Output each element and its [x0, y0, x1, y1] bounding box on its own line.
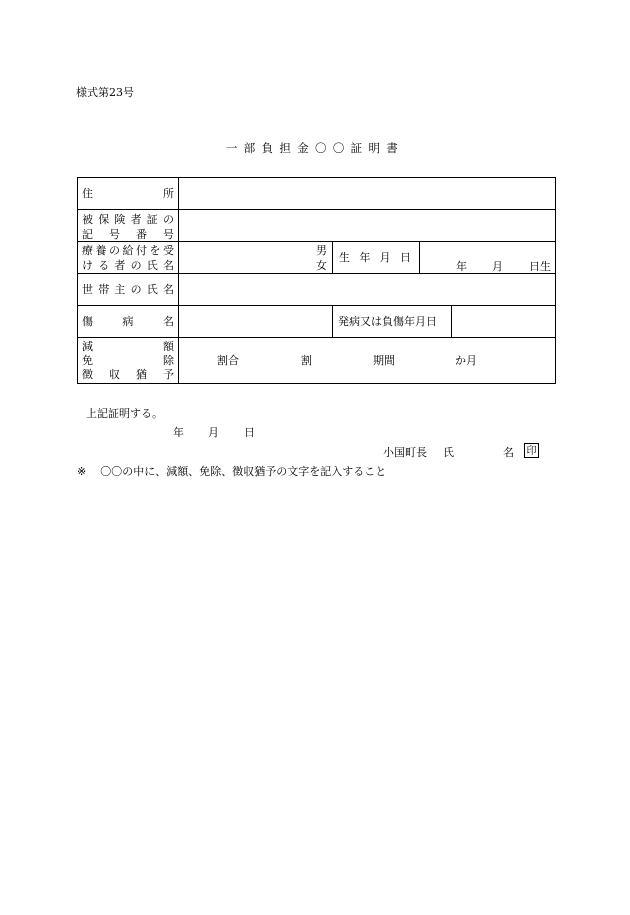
gender-female: 女	[316, 259, 327, 272]
period-label: 期間	[373, 354, 395, 367]
date-year-unit: 年	[173, 426, 184, 439]
patient-name-label: 療 養 の 給 付 を 受 け る 者 の 氏 名	[82, 244, 174, 272]
birth-month-unit: 月	[492, 260, 503, 273]
gender-male: 男	[316, 244, 327, 257]
row-divider	[78, 241, 555, 242]
insurance-card-label: 被 保 険 者 証 の 記 号 番 号	[82, 213, 174, 241]
note-text: 〇〇の中に、減額、免除、徴収猶予の文字を記入すること	[100, 465, 387, 478]
date-month-unit: 月	[208, 426, 219, 439]
date-day-unit: 日	[244, 426, 255, 439]
address-label: 住 所	[82, 187, 174, 200]
signer-office: 小国町長	[383, 446, 427, 459]
note-mark: ※	[77, 465, 87, 478]
row-divider	[78, 273, 555, 274]
row-divider	[78, 337, 555, 338]
ratio-label: 割合	[217, 354, 239, 367]
birth-label-divider	[419, 241, 420, 273]
birth-day-unit: 日生	[529, 260, 551, 273]
onset-right-divider	[451, 305, 452, 337]
form-number: 様式第23号	[76, 86, 134, 99]
seal-mark: 印	[524, 443, 539, 458]
gender-divider	[332, 241, 333, 273]
period-unit: か月	[455, 354, 477, 367]
ratio-unit: 割	[301, 354, 312, 367]
reduction-label: 減 額 免 除 徴 収 猶 予	[82, 340, 174, 381]
illness-label: 傷 病 名	[82, 315, 174, 328]
label-column-divider	[178, 178, 179, 384]
certification-statement: 上記証明する。	[86, 407, 163, 420]
householder-label: 世 帯 主 の 氏 名	[82, 283, 174, 296]
onset-date-label: 発病又は負傷年月日	[338, 315, 437, 328]
signer-name-prefix: 氏	[443, 446, 454, 459]
onset-left-divider	[332, 305, 333, 337]
signer-name-suffix: 名	[503, 446, 514, 459]
certificate-table	[77, 177, 556, 384]
footnote	[77, 466, 386, 477]
row-divider	[78, 305, 555, 306]
birth-year-unit: 年	[456, 260, 467, 273]
document-title: 一部負担金〇〇証明書	[225, 141, 405, 155]
birth-date-label: 生 年 月 日	[339, 251, 411, 264]
row-divider	[78, 209, 555, 210]
